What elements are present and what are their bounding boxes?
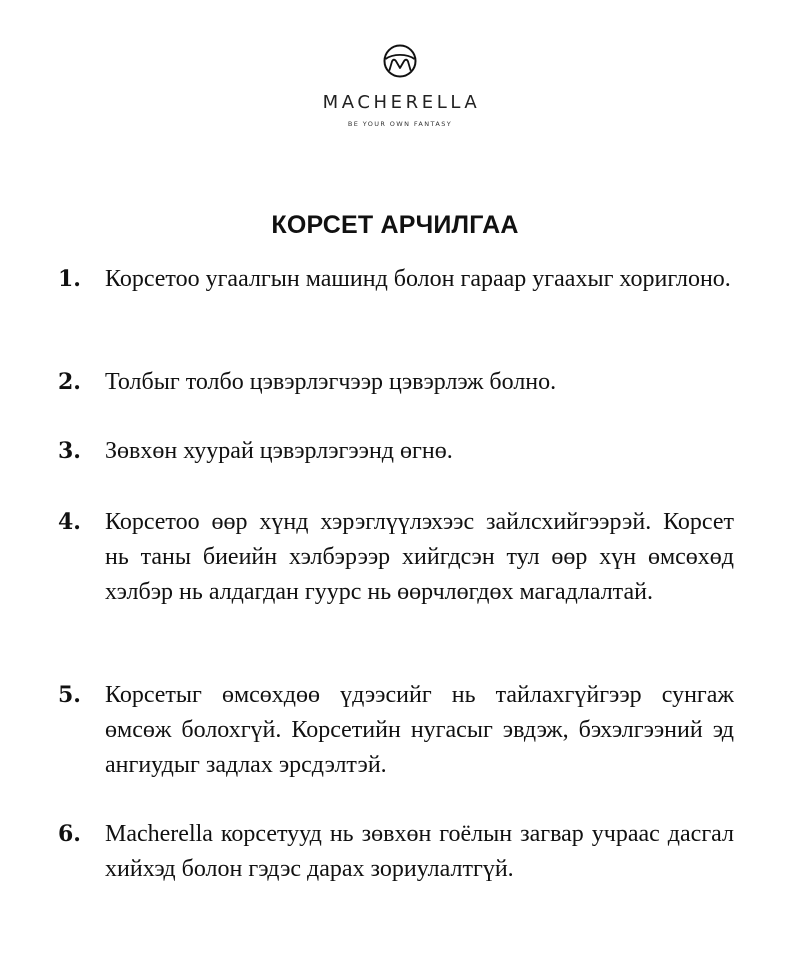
item-text: Macherella корсетууд нь зөвхөн гоёлын загвар учраас дасгал хийхэд болон гэдэс дарах зориулалтгүй. — [105, 821, 734, 882]
brand-name: MACHERELLA — [322, 92, 481, 113]
item-text: Корсетоо угаалгын машинд болон гараар угаахыг хориглоно. — [105, 266, 731, 292]
item-number: 1. — [58, 266, 81, 292]
item-text: Толбыг толбо цэвэрлэгчээр цэвэрлэж болно. — [105, 369, 557, 395]
brand-logo — [0, 44, 800, 128]
item-number: 3. — [58, 438, 81, 464]
item-number: 6. — [58, 821, 81, 847]
list-item — [58, 434, 734, 469]
macherella-circle-m-icon — [383, 44, 417, 78]
list-item — [58, 505, 734, 610]
item-number: 2. — [58, 369, 81, 395]
list-item — [58, 817, 734, 887]
item-text: Корсетоо өөр хүнд хэрэглүүлэхээс зайлсхийгээрэй. Корсет нь таны биеийн хэлбэрээр хийгдсэн тул өөр хүн өмсөхөд хэлбэр нь алдагдан гуурс нь өөрчлөгдөх магадлалтай. — [105, 509, 734, 605]
page-title: КОРСЕТ АРЧИЛГАА — [271, 211, 519, 239]
brand-tagline: BE YOUR OWN FANTASY — [347, 120, 453, 128]
item-text: Зөвхөн хуурай цэвэрлэгээнд өгнө. — [105, 438, 453, 464]
item-number: 5. — [58, 682, 81, 708]
list-item — [58, 365, 734, 400]
list-item — [58, 678, 734, 783]
item-number: 4. — [58, 509, 81, 535]
item-text: Корсетыг өмсөхдөө үдээсийг нь тайлахгүйгээр сунгаж өмсөж болохгүй. Корсетийн нугасыг эвдэж, бэхэлгээний эд ангиудыг задлах эрсдэлтэй. — [105, 682, 734, 778]
list-item — [58, 262, 734, 297]
